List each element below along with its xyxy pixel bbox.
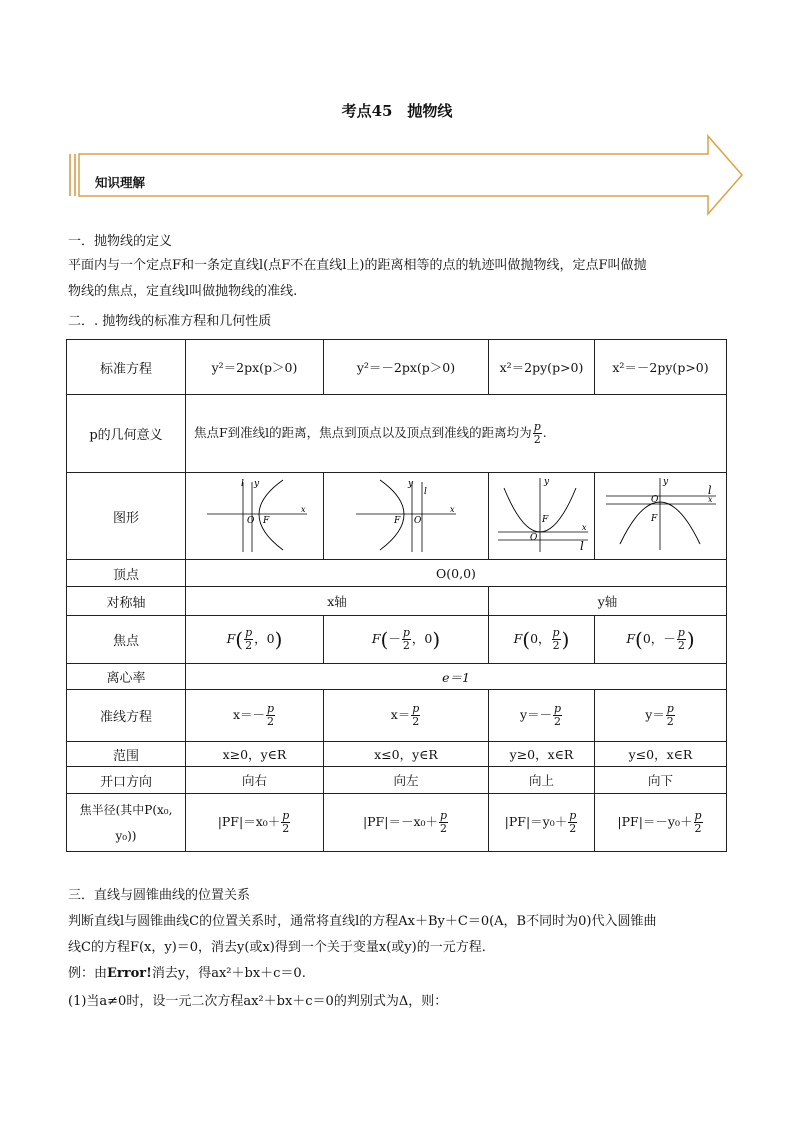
table-cell — [324, 794, 489, 852]
table-cell — [324, 690, 489, 742]
label-o: O — [246, 515, 254, 526]
numerator: p — [677, 626, 685, 639]
fraction — [266, 703, 275, 728]
denominator: 2 — [666, 715, 674, 728]
table-cell — [595, 690, 727, 742]
banner-arrow — [66, 134, 746, 216]
section3-line1: 判断直线l与圆锥曲线C的位置关系时，通常将直线l的方程Ax＋By＋C＝0(A，B不同时为0)代入圆锥曲 — [68, 914, 657, 929]
table-cell: y²＝－2px(p＞0) — [324, 340, 489, 395]
label-l: l — [424, 486, 427, 497]
denominator: 2 — [694, 822, 702, 835]
table-row — [67, 767, 727, 794]
label-o: O — [529, 532, 537, 543]
label-l: l — [707, 483, 712, 497]
focus-f: F — [226, 631, 236, 646]
fraction — [281, 810, 290, 835]
fraction — [553, 703, 562, 728]
numerator: p — [569, 809, 577, 822]
table-cell — [186, 690, 324, 742]
denominator: 2 — [282, 822, 290, 835]
label-y: y — [662, 476, 668, 487]
numerator: p — [282, 809, 290, 822]
directrix-eq: y＝－ — [519, 707, 552, 722]
graph-right-opening — [195, 474, 315, 556]
fraction — [552, 627, 561, 652]
parabola-properties-table — [66, 339, 727, 852]
focus-rest: ，0 — [411, 631, 433, 646]
row-label: 范围 — [67, 742, 186, 767]
table-row — [67, 794, 727, 852]
label-x: x — [581, 522, 587, 532]
numerator: p — [694, 809, 702, 822]
label-l: l — [240, 478, 244, 489]
table-cell — [489, 690, 595, 742]
fraction — [411, 703, 420, 728]
table-cell — [186, 395, 727, 473]
table-row — [67, 560, 727, 587]
banner-label: 知识理解 — [95, 175, 146, 190]
label-x: x — [450, 504, 455, 514]
graph-left-opening — [336, 474, 476, 556]
numerator: p — [412, 702, 420, 715]
numerator: p — [552, 626, 560, 639]
fraction — [244, 627, 253, 652]
section1-line1: 平面内与一个定点F和一条定直线l(点F不在直线l上)的距离相等的点的轨迹叫做抛物线，定点F叫做抛 — [68, 258, 647, 273]
numerator: p — [267, 702, 275, 715]
denominator: 2 — [412, 715, 420, 728]
section1-line2: 物线的焦点，定直线l叫做抛物线的准线. — [68, 284, 298, 299]
graph-up-opening — [490, 474, 594, 556]
directrix-eq: x＝ — [390, 707, 411, 722]
focal-radius-eq: |PF|＝y₀＋ — [504, 814, 568, 829]
focal-radius-label-1: 焦半径(其中P(x₀, — [79, 802, 173, 817]
fraction — [694, 810, 703, 835]
denominator: 2 — [267, 715, 275, 728]
table-cell: F( $\frac{p}{2}$ ，0) — [186, 616, 324, 664]
denominator: 2 — [245, 639, 253, 652]
table-row — [67, 616, 727, 664]
table-cell — [324, 473, 489, 560]
label-f: F — [262, 515, 269, 526]
minus-sign: － — [388, 631, 401, 646]
row-label: 标准方程 — [67, 340, 186, 395]
table-cell: 向右 — [186, 767, 324, 794]
numerator: p — [666, 702, 674, 715]
directrix-eq: y＝ — [645, 707, 665, 722]
focus-rest: ，0 — [254, 631, 275, 646]
numerator: p — [533, 420, 541, 433]
denominator: 2 — [569, 822, 577, 835]
section2-heading: 二．. 抛物线的标准方程和几何性质 — [68, 314, 272, 329]
table-cell: 向左 — [324, 767, 489, 794]
table-cell — [186, 794, 324, 852]
row-label: 准线方程 — [67, 690, 186, 742]
denominator: 2 — [554, 715, 562, 728]
focal-radius-label-2: y₀)) — [115, 828, 137, 843]
row-label: 开口方向 — [67, 767, 186, 794]
table-cell: y轴 — [489, 587, 727, 616]
table-cell: 向下 — [595, 767, 727, 794]
row-label: 顶点 — [67, 560, 186, 587]
table-cell: x≥0，y∈R — [186, 742, 324, 767]
fraction — [666, 703, 675, 728]
focal-radius-eq: |PF|＝－y₀＋ — [617, 814, 693, 829]
focal-radius-eq: |PF|＝－x₀＋ — [362, 814, 439, 829]
table-row — [67, 395, 727, 473]
table-cell: F(0，－ $\frac{p}{2}$ ) — [595, 616, 727, 664]
row-label: 对称轴 — [67, 587, 186, 616]
label-o: O — [414, 515, 422, 526]
denominator: 2 — [533, 433, 541, 446]
label-f: F — [650, 513, 657, 524]
table-cell: x轴 — [186, 587, 489, 616]
focus-f: F — [513, 631, 523, 646]
table-cell — [489, 473, 595, 560]
error-text: Error! — [107, 966, 152, 981]
label-f: F — [541, 514, 548, 525]
example-rest: 消去y，得ax²＋bx＋c＝0. — [151, 966, 306, 981]
table-cell — [186, 473, 324, 560]
fraction — [533, 421, 542, 446]
label-o: O — [650, 494, 658, 505]
p-meaning-text: 焦点F到准线l的距离，焦点到顶点以及顶点到准线的距离均为 — [194, 425, 532, 440]
table-cell: y≤0，x∈R — [595, 742, 727, 767]
denominator: 2 — [552, 639, 560, 652]
denominator: 2 — [402, 639, 410, 652]
directrix-eq: x＝－ — [232, 707, 265, 722]
focus-f: F — [371, 631, 381, 646]
example-prefix: 例：由 — [68, 966, 108, 981]
page-title: 考点45 抛物线 — [341, 102, 453, 120]
section3-line2: 线C的方程F(x，y)＝0，消去y(或x)得到一个关于变量x(或y)的一元方程． — [68, 940, 495, 955]
label-y: y — [408, 478, 414, 489]
numerator: p — [440, 809, 448, 822]
table-cell: x≤0，y∈R — [324, 742, 489, 767]
table-row — [67, 664, 727, 690]
row-label: 图形 — [67, 473, 186, 560]
label-l: l — [579, 538, 584, 553]
table-cell: x²＝2py(p>0) — [489, 340, 595, 395]
fraction — [439, 810, 448, 835]
table-cell: y≥0，x∈R — [489, 742, 595, 767]
table-cell — [489, 794, 595, 852]
denominator: 2 — [677, 639, 685, 652]
row-label — [67, 794, 186, 852]
table-row — [67, 340, 727, 395]
focus-rest: 0， — [530, 631, 551, 646]
denominator: 2 — [440, 822, 448, 835]
section3-line4: (1)当a≠0时，设一元二次方程ax²＋bx＋c＝0的判别式为Δ，则： — [68, 994, 448, 1009]
period: . — [542, 425, 547, 440]
table-cell — [595, 473, 727, 560]
table-cell: 向上 — [489, 767, 595, 794]
row-label: 离心率 — [67, 664, 186, 690]
numerator: p — [402, 626, 410, 639]
table-row — [67, 587, 727, 616]
label-y: y — [253, 478, 259, 489]
section3-heading: 三．直线与圆锥曲线的位置关系 — [68, 888, 251, 903]
focus-rest: 0，－ — [642, 631, 676, 646]
table-row — [67, 742, 727, 767]
label-f: F — [394, 515, 401, 526]
table-row — [67, 473, 727, 560]
label-x: x — [300, 504, 306, 514]
table-cell: O(0,0) — [186, 560, 727, 587]
graph-down-opening — [596, 474, 726, 556]
table-cell — [595, 794, 727, 852]
section3-line3 — [68, 962, 306, 986]
row-label: 焦点 — [67, 616, 186, 664]
focal-radius-eq: |PF|＝x₀＋ — [217, 814, 281, 829]
section1-heading: 一．抛物线的定义 — [68, 234, 173, 249]
table-row — [67, 690, 727, 742]
row-label: p的几何意义 — [67, 395, 186, 473]
fraction — [402, 627, 411, 652]
fraction — [677, 627, 686, 652]
table-cell: F(0， $\frac{p}{2}$ ) — [489, 616, 595, 664]
table-cell: x²＝－2py(p>0) — [595, 340, 727, 395]
label-y: y — [543, 476, 549, 487]
focus-f: F — [626, 631, 636, 646]
table-cell: y²＝2px(p＞0) — [186, 340, 324, 395]
numerator: p — [554, 702, 562, 715]
numerator: p — [245, 626, 253, 639]
label-x: x — [707, 494, 713, 504]
table-cell: e＝1 — [186, 664, 727, 690]
fraction — [568, 810, 577, 835]
table-cell: F(－ $\frac{p}{2}$ ，0) — [324, 616, 489, 664]
